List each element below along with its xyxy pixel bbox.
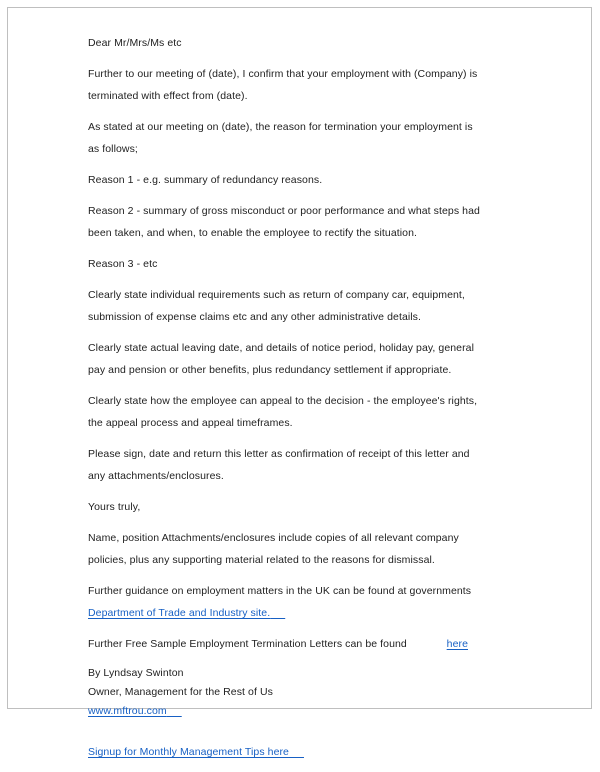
samples-lead-text: Further Free Sample Employment Termination Letters can be found [88, 638, 407, 650]
paragraph-intro: Further to our meeting of (date), I confirm that your employment with (Company) is terminated with effect from (date). [88, 68, 478, 102]
dti-site-link[interactable]: Department of Trade and Industry site. [88, 607, 271, 619]
paragraph-reason-intro: As stated at our meeting on (date), the reason for termination your employment is as follows; [88, 121, 473, 155]
spacer [88, 732, 480, 741]
closing-line: Yours truly, [88, 501, 141, 513]
salutation-line: Dear Mr/Mrs/Ms etc [88, 37, 182, 49]
paragraph-leaving-details: Clearly state actual leaving date, and details of notice period, holiday pay, general pay and pension or other benefits, plus redundancy settlement if appropriate. [88, 342, 475, 376]
signature-author: By Lyndsay Swinton [88, 667, 184, 679]
guidance-lead-text: Further guidance on employment matters in the UK can be found at governments [88, 585, 472, 597]
paragraph-guidance [88, 580, 480, 624]
sample-letters-here-link[interactable]: here [446, 638, 468, 650]
document-page [7, 7, 592, 758]
paragraph-signature-request: Please sign, date and return this letter as confirmation of receipt of this letter and any attachments/enclosures. [88, 448, 470, 482]
paragraph-reason-3: Reason 3 - etc [88, 258, 158, 270]
paragraph-samples [88, 633, 480, 655]
paragraph-reason-2: Reason 2 - summary of gross misconduct or poor performance and what steps had been taken, and when, to enable the employee to rectify the situation. [88, 205, 480, 239]
paragraph-signup [88, 741, 480, 763]
paragraph-requirements: Clearly state individual requirements such as return of company car, equipment, submission of expense claims etc and any other administrative details. [88, 289, 465, 323]
letter-body [88, 32, 480, 772]
website-link[interactable]: www.mftrou.com [88, 705, 167, 717]
signature-block [88, 664, 480, 721]
signup-tips-link[interactable]: Signup for Monthly Management Tips here [88, 746, 289, 758]
signature-title: Owner, Management for the Rest of Us [88, 686, 273, 698]
paragraph-appeal: Clearly state how the employee can appeal to the decision - the employee's rights, the appeal process and appeal timeframes. [88, 395, 478, 429]
paragraph-reason-1: Reason 1 - e.g. summary of redundancy reasons. [88, 174, 323, 186]
paragraph-attachments: Name, position Attachments/enclosures include copies of all relevant company policies, plus any supporting material related to the reasons for dismissal. [88, 532, 459, 566]
